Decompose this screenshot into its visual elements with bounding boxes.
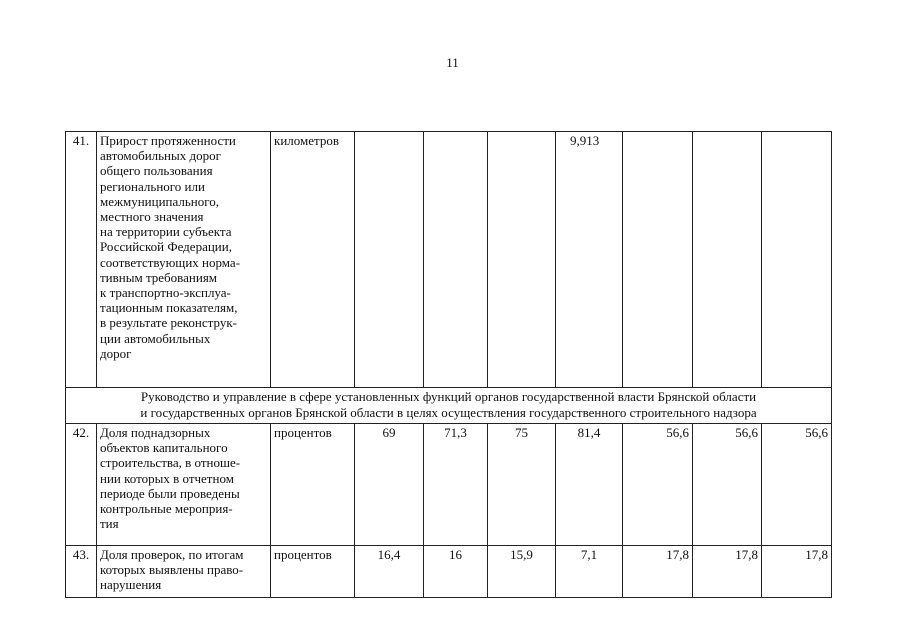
value-cell: [488, 132, 556, 388]
section-heading: Руководство и управление в сфере установленных функций органов государственной власти Брянской области и государственных органов Брянской области в целях осуществления государственного строительного надзора: [66, 388, 832, 424]
indicator-name: Прирост протяженности автомобильных дорог общего пользования регионального или межмуниципального, местного значения на территории субъекта Российской Федерации, соответствующих норма- тивным требованиям к транспортно-эксплуа- тационным показателям, в результате реконструк- ции автомобильных дорог: [97, 132, 271, 388]
row-number: 43.: [66, 546, 97, 598]
row-number: 42.: [66, 424, 97, 546]
value-cell: 81,4: [556, 424, 623, 546]
value-cell: [693, 132, 762, 388]
value-cell: 56,6: [623, 424, 693, 546]
row-number: 41.: [66, 132, 97, 388]
indicator-name: Доля поднадзорных объектов капитального строительства, в отноше- нии которых в отчетном периоде были проведены контрольные мероприя- тия: [97, 424, 271, 546]
value-cell: 16,4: [355, 546, 424, 598]
value-cell: 69: [355, 424, 424, 546]
value-cell: 9,913: [556, 132, 623, 388]
value-cell: 17,8: [693, 546, 762, 598]
indicators-table: [65, 131, 832, 598]
value-cell: 15,9: [488, 546, 556, 598]
indicator-name: Доля проверок, по итогам которых выявлены право- нарушения: [97, 546, 271, 598]
value-cell: 17,8: [762, 546, 832, 598]
value-cell: 7,1: [556, 546, 623, 598]
table-row: [66, 546, 832, 598]
value-cell: 16: [424, 546, 488, 598]
value-cell: 75: [488, 424, 556, 546]
value-cell: [762, 132, 832, 388]
value-cell: [623, 132, 693, 388]
table-row: [66, 132, 832, 388]
table-row: [66, 424, 832, 546]
section-row: [66, 388, 832, 424]
value-cell: 71,3: [424, 424, 488, 546]
value-cell: [424, 132, 488, 388]
unit-cell: километров: [271, 132, 355, 388]
value-cell: 56,6: [693, 424, 762, 546]
value-cell: 17,8: [623, 546, 693, 598]
value-cell: [355, 132, 424, 388]
unit-cell: процентов: [271, 546, 355, 598]
page-number: 11: [446, 55, 459, 70]
unit-cell: процентов: [271, 424, 355, 546]
value-cell: 56,6: [762, 424, 832, 546]
